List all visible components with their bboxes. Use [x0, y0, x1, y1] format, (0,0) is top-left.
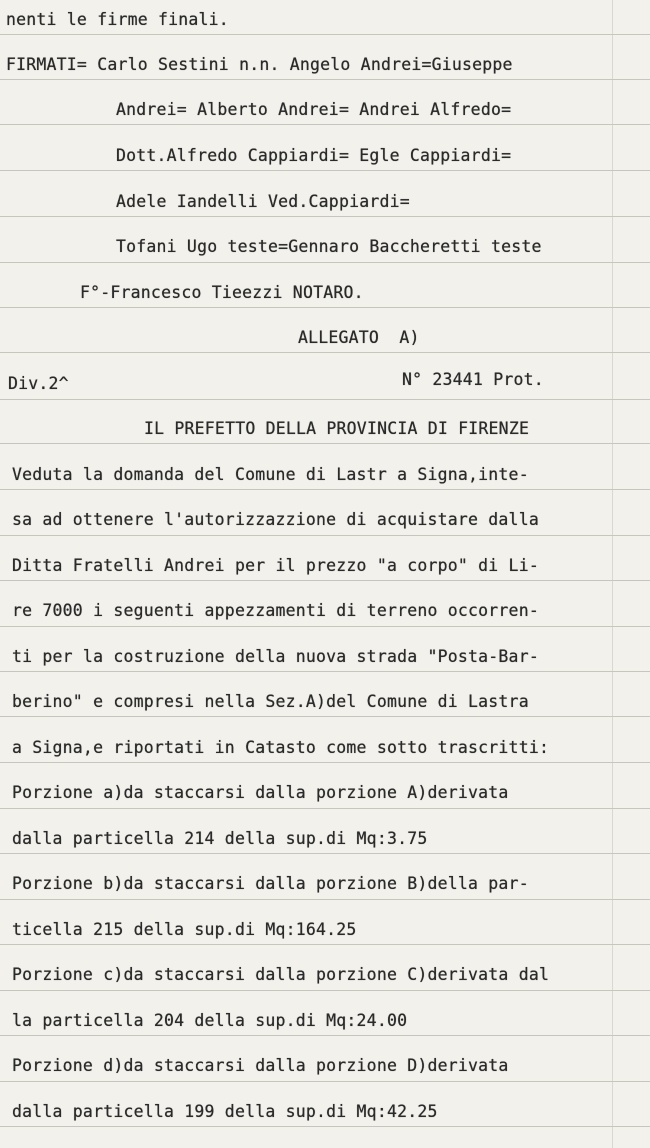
- text-line: Veduta la domanda del Comune di Lastr a Signa,inte-: [12, 465, 529, 484]
- text-line: Adele Iandelli Ved.Cappiardi=: [116, 192, 410, 211]
- ruled-line: [0, 1081, 650, 1082]
- ruled-line: [0, 79, 650, 80]
- ruled-line: [0, 34, 650, 35]
- ruled-line: [0, 399, 650, 400]
- margin-line: [612, 0, 613, 1148]
- division-label: Div.2^: [8, 374, 69, 393]
- text-line: sa ad ottenere l'autorizzazzione di acquistare dalla: [12, 510, 539, 529]
- text-line: berino" e compresi nella Sez.A)del Comune di Lastra: [12, 692, 529, 711]
- text-line: nenti le firme finali.: [6, 10, 229, 29]
- ruled-line: [0, 352, 650, 353]
- ruled-line: [0, 853, 650, 854]
- attachment-heading: ALLEGATO A): [298, 328, 420, 347]
- text-line: dalla particella 214 della sup.di Mq:3.75: [12, 829, 428, 848]
- text-line: la particella 204 della sup.di Mq:24.00: [12, 1011, 408, 1030]
- text-line: Tofani Ugo teste=Gennaro Baccheretti teste: [116, 237, 542, 256]
- text-line: dalla particella 199 della sup.di Mq:42.25: [12, 1102, 438, 1121]
- ruled-line: [0, 535, 650, 536]
- ruled-line: [0, 580, 650, 581]
- text-line: Porzione a)da staccarsi dalla porzione A)derivata: [12, 783, 509, 802]
- ruled-line: [0, 489, 650, 490]
- ruled-line: [0, 124, 650, 125]
- text-line: ti per la costruzione della nuova strada "Posta-Bar-: [12, 647, 539, 666]
- text-line: Porzione c)da staccarsi dalla porzione C)derivata dal: [12, 965, 550, 984]
- ruled-line: [0, 716, 650, 717]
- ruled-line: [0, 899, 650, 900]
- text-line: re 7000 i seguenti appezzamenti di terreno occorren-: [12, 601, 539, 620]
- text-line: ticella 215 della sup.di Mq:164.25: [12, 920, 357, 939]
- ruled-line: [0, 990, 650, 991]
- text-line: Porzione b)da staccarsi dalla porzione B)della par-: [12, 874, 529, 893]
- ruled-line: [0, 216, 650, 217]
- prefect-heading: IL PREFETTO DELLA PROVINCIA DI FIRENZE: [144, 419, 530, 438]
- ruled-line: [0, 262, 650, 263]
- ruled-line: [0, 1126, 650, 1127]
- ruled-line: [0, 808, 650, 809]
- ruled-line: [0, 1035, 650, 1036]
- protocol-number: N° 23441 Prot.: [402, 370, 544, 389]
- ruled-line: [0, 307, 650, 308]
- ruled-line: [0, 626, 650, 627]
- ruled-line: [0, 762, 650, 763]
- text-line: Porzione d)da staccarsi dalla porzione D)derivata: [12, 1056, 509, 1075]
- text-line: Andrei= Alberto Andrei= Andrei Alfredo=: [116, 100, 512, 119]
- ruled-line: [0, 443, 650, 444]
- text-line: FIRMATI= Carlo Sestini n.n. Angelo Andrei=Giuseppe: [6, 55, 513, 74]
- text-line: a Signa,e riportati in Catasto come sotto trascritti:: [12, 738, 550, 757]
- ruled-line: [0, 944, 650, 945]
- text-line: Dott.Alfredo Cappiardi= Egle Cappiardi=: [116, 146, 512, 165]
- text-line: F°-Francesco Tieezzi NOTARO.: [80, 283, 364, 302]
- ruled-line: [0, 170, 650, 171]
- text-line: Ditta Fratelli Andrei per il prezzo "a corpo" di Li-: [12, 556, 539, 575]
- ruled-line: [0, 671, 650, 672]
